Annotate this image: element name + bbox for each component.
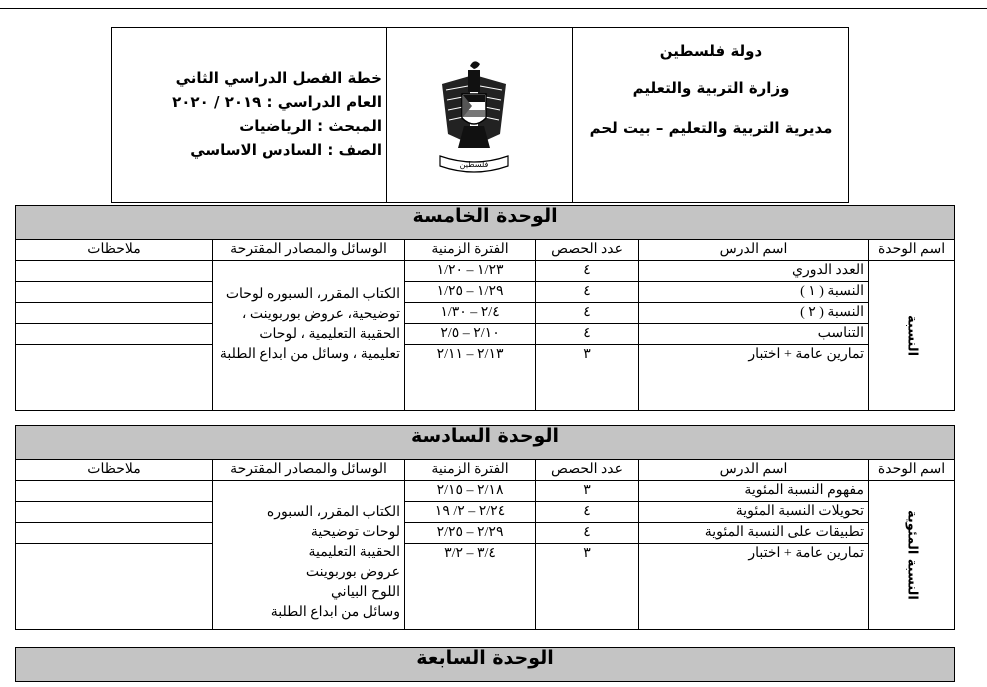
unit-title: الوحدة السادسة (16, 426, 955, 460)
grade-name: الصف : السادس الاساسي (190, 141, 382, 159)
unit-6-table (15, 425, 955, 630)
document-header (111, 27, 849, 203)
palestine-emblem-icon (434, 56, 514, 176)
lesson-name: التناسب (639, 324, 869, 345)
unit-name: النسبة (904, 314, 920, 357)
lesson-period: ٢/١٨ – ٢/١٥ (405, 481, 536, 502)
lesson-count: ٤ (536, 324, 639, 345)
col-notes: ملاحظات (16, 460, 213, 481)
resource-line: وسائل من ابداع الطلبة (270, 605, 401, 620)
lesson-period: ١/٢٣ – ١/٢٠ (405, 261, 536, 282)
col-count: عدد الحصص (536, 460, 639, 481)
subject-name: المبحث : الرياضيات (239, 117, 382, 135)
plan-info-block (132, 66, 382, 162)
unit-title: الوحدة السابعة (16, 648, 955, 682)
col-period: الفترة الزمنية (405, 460, 536, 481)
col-notes: ملاحظات (16, 240, 213, 261)
institution-block (573, 28, 849, 202)
lesson-count: ٣ (536, 544, 639, 630)
notes-cell (16, 282, 213, 303)
resource-line: الحقيبة التعليمية (308, 545, 401, 560)
col-period: الفترة الزمنية (405, 240, 536, 261)
top-rule (0, 8, 987, 9)
resources-cell: الكتاب المقرر، السبوره لوحات توضيحية، عروض بوربوينت ، الحقيبة التعليمية ، لوحات تعليمية ، وسائل من ابداع الطلبة (213, 261, 405, 411)
unit-5-table (15, 205, 955, 411)
lesson-period: ١/٢٩ – ١/٢٥ (405, 282, 536, 303)
lesson-count: ٤ (536, 303, 639, 324)
notes-cell (16, 523, 213, 544)
emblem-text: فلسطين (459, 160, 489, 169)
resource-line: لوحات توضيحية (310, 525, 401, 540)
col-resources: الوسائل والمصادر المقترحة (213, 460, 405, 481)
lesson-name: تحويلات النسبة المئوية (639, 502, 869, 523)
lesson-count: ٤ (536, 261, 639, 282)
lesson-count: ٤ (536, 523, 639, 544)
resource-line: عروض بوربوينت (305, 565, 401, 580)
lesson-count: ٤ (536, 502, 639, 523)
resource-line: الكتاب المقرر، السبوره (266, 505, 401, 520)
lesson-period: ٢/٤ – ١/٣٠ (405, 303, 536, 324)
notes-cell (16, 544, 213, 630)
notes-cell (16, 324, 213, 345)
lesson-name: تمارين عامة + اختبار (639, 544, 869, 630)
lesson-name: مفهوم النسبة المئوية (639, 481, 869, 502)
lesson-name: النسبة ( ٢ ) (639, 303, 869, 324)
lesson-period: ٢/١٣ – ٢/١١ (405, 345, 536, 411)
notes-cell (16, 261, 213, 282)
resources-cell (213, 481, 405, 630)
lesson-period: ٢/١٠ – ٢/٥ (405, 324, 536, 345)
lesson-name: تطبيقات على النسبة المئوية (639, 523, 869, 544)
col-lesson: اسم الدرس (639, 240, 869, 261)
lesson-count: ٤ (536, 282, 639, 303)
header-divider (386, 28, 387, 202)
col-resources: الوسائل والمصادر المقترحة (213, 240, 405, 261)
lesson-name: تمارين عامة + اختبار (639, 345, 869, 411)
lesson-period: ٣/٤ – ٣/٢ (405, 544, 536, 630)
ministry-name: وزارة التربية والتعليم (632, 79, 790, 97)
lesson-period: ٢/٢٩ – ٢/٢٥ (405, 523, 536, 544)
lesson-count: ٣ (536, 481, 639, 502)
lesson-name: النسبة ( ١ ) (639, 282, 869, 303)
unit-name-cell (869, 481, 955, 630)
notes-cell (16, 303, 213, 324)
resource-line: اللوح البياني (331, 585, 401, 600)
lesson-period: ٢/٢٤ – ٢/ ١٩ (405, 502, 536, 523)
unit-name: النسبة المئوية (904, 510, 920, 600)
plan-title: خطة الفصل الدراسي الثاني (175, 69, 382, 87)
col-count: عدد الحصص (536, 240, 639, 261)
lesson-name: العدد الدوري (639, 261, 869, 282)
academic-year: العام الدراسي : ٢٠١٩ / ٢٠٢٠ (172, 93, 382, 111)
lesson-count: ٣ (536, 345, 639, 411)
notes-cell (16, 502, 213, 523)
col-lesson: اسم الدرس (639, 460, 869, 481)
directorate-name: مديرية التربية والتعليم – بيت لحم (589, 119, 833, 137)
unit-name-cell (869, 261, 955, 411)
col-unit: اسم الوحدة (869, 240, 955, 261)
unit-7-table (15, 647, 955, 682)
unit-title: الوحدة الخامسة (16, 206, 955, 240)
col-unit: اسم الوحدة (869, 460, 955, 481)
notes-cell (16, 345, 213, 411)
state-name: دولة فلسطين (659, 42, 763, 60)
notes-cell (16, 481, 213, 502)
